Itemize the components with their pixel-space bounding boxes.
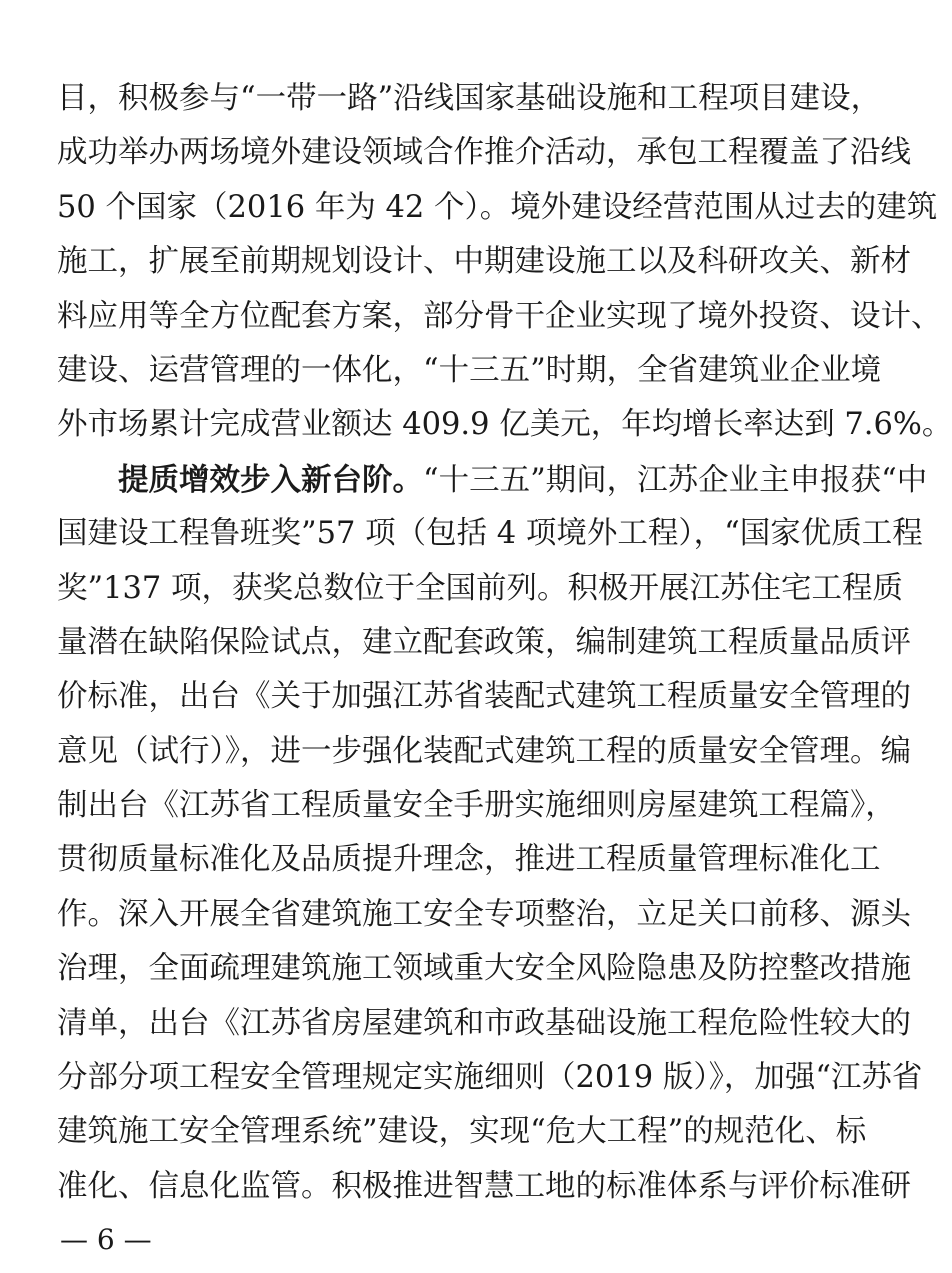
body-text <box>57 72 952 1214</box>
text-line: 国建设工程鲁班奖”57 项（包括 4 项境外工程），“国家优质工程 <box>57 516 923 552</box>
text-line: 成功举办两场境外建设领域合作推介活动，承包工程覆盖了沿线 <box>57 135 911 171</box>
paragraph-first-line-text: “十三五”期间，江苏企业主申报获“中 <box>423 462 928 498</box>
text-line: 治理，全面疏理建筑施工领域重大安全风险隐患及防控整改措施 <box>57 951 911 987</box>
text-line: 清单，出台《江苏省房屋建筑和市政基础设施工程危险性较大的 <box>57 1005 911 1041</box>
paragraph-heading: 提质增效步入新台阶。 <box>118 461 423 498</box>
text-line: 作。深入开展全省建筑施工安全专项整治，立足关口前移、源头 <box>57 896 911 932</box>
text-line: 分部分项工程安全管理规定实施细则（2019 版）》，加强“江苏省 <box>57 1060 923 1096</box>
text-line: 目，积极参与“一带一路”沿线国家基础设施和工程项目建设， <box>57 81 882 116</box>
text-line: 50 个国家（2016 年为 42 个）。境外建设经营范围从过去的建筑 <box>57 189 938 225</box>
text-line: 价标准，出台《关于加强江苏省装配式建筑工程质量安全管理的 <box>57 679 911 715</box>
text-line: 料应用等全方位配套方案，部分骨干企业实现了境外投资、设计、 <box>57 298 942 334</box>
text-line: 贯彻质量标准化及品质提升理念，推进工程质量管理标准化工 <box>57 842 881 878</box>
page-number: — 6 — <box>60 1223 152 1256</box>
text-line: 施工，扩展至前期规划设计、中期建设施工以及科研攻关、新材 <box>57 244 911 280</box>
text-line: 意见（试行）》，进一步强化装配式建筑工程的质量安全管理。编 <box>57 733 911 769</box>
text-line: 制出台《江苏省工程质量安全手册实施细则房屋建筑工程篇》， <box>57 788 896 824</box>
text-line: 奖”137 项，获奖总数位于全国前列。积极开展江苏住宅工程质 <box>57 570 904 606</box>
text-line-first <box>57 453 928 507</box>
text-line: 建筑施工安全管理系统”建设，实现“危大工程”的规范化、标 <box>57 1114 867 1150</box>
text-line: 建设、运营管理的一体化，“十三五”时期，全省建筑业企业境 <box>57 352 882 388</box>
text-line: 量潜在缺陷保险试点，建立配套政策，编制建筑工程质量品质评 <box>57 624 911 660</box>
paragraph-quality-improvement <box>57 453 928 1214</box>
text-line: 外市场累计完成营业额达 409.9 亿美元，年均增长率达到 7.6%。 <box>57 407 952 443</box>
text-line: 准化、信息化监管。积极推进智慧工地的标准体系与评价标准研 <box>57 1168 911 1204</box>
paragraph-overseas-market <box>57 72 952 453</box>
